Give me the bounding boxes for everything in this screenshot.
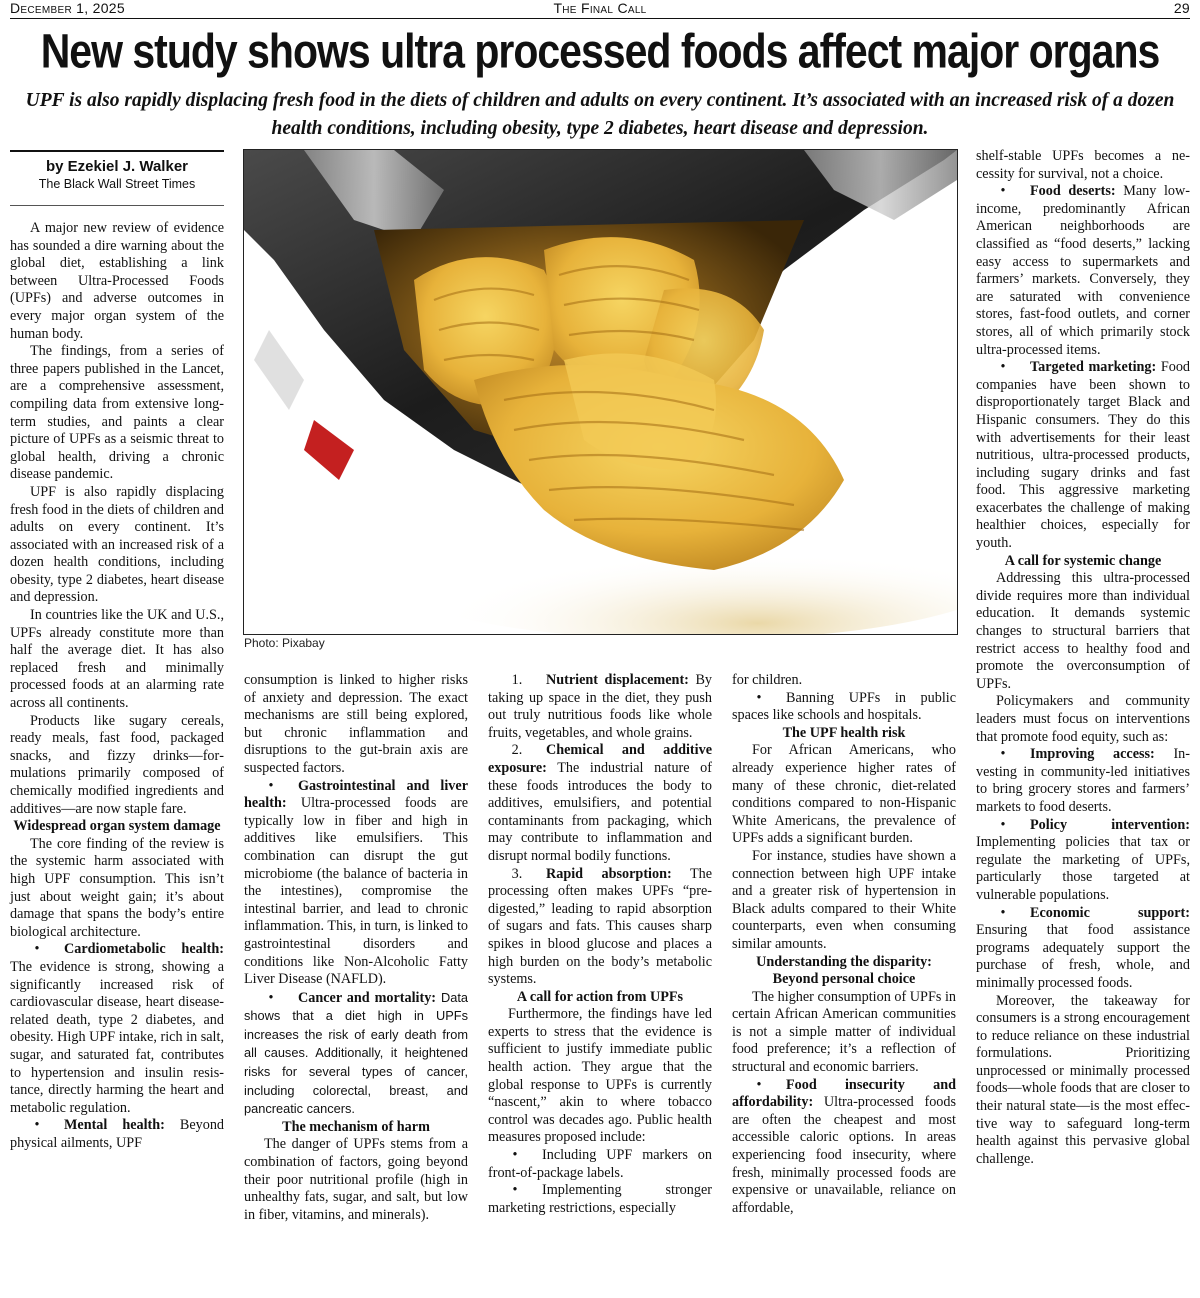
item-number: 3. — [511, 865, 523, 882]
section-heading: Widespread organ system damage — [13, 818, 221, 835]
bullet-text: Investing in community-led initiatives to bring grocery stores and farmers’ markets to food deserts. — [976, 746, 1191, 815]
bullet-item — [976, 746, 1190, 816]
paragraph: In countries like the UK and U.S., UPFs already constitute more than half the average diet. It has also replaced fresh and minimally processed foods at an alarming rate across all continents. — [10, 607, 224, 712]
article-column-2 — [244, 672, 468, 1224]
bullet-item — [10, 941, 224, 1117]
bullet-icon: • — [512, 1147, 518, 1164]
paragraph: For instance, studies have shown a connection between high UPF intake and a greater risk of hypertension in Black adults compared to their White counterparts, even when consuming similar amounts. — [732, 847, 956, 952]
paragraph: Moreover, the takeaway for consumers is a strong encouragement to reduce reliance on these industrial formulations. Prioritizing unprocessed or minimally processed foods—whole foods that are closer to their natural state—is the most effective way to safeguard long-term health against this pervasive global challenge. — [976, 992, 1190, 1167]
byline-box — [10, 150, 224, 206]
bullet-icon: • — [34, 1117, 40, 1134]
byline-organization: The Black Wall Street Times — [38, 177, 196, 191]
paragraph: A major new review of evidence has sounded a dire warning about the global diet, establishing a link between Ultra-Processed Foods (UPFs) and adverse outcomes in every major organ system of the human body. — [10, 220, 224, 342]
page-number: 29 — [1173, 0, 1190, 16]
newspaper-name: The Final Call — [553, 0, 647, 16]
item-title: Chemical and additive exposure: — [488, 742, 712, 776]
item-number: 2. — [511, 742, 523, 759]
photo-caption: Photo: Pixabay — [244, 636, 325, 650]
bullet-icon: • — [34, 941, 40, 958]
chips-illustration — [244, 150, 957, 634]
section-heading: The mechanism of harm — [282, 1118, 430, 1135]
deck-subheadline: UPF is also rapidly displacing fresh food in the diets of children and adults on every continent. It’s associated with an increased risk of a dozen health conditions, including obesity, type 2 diabetes, heart disease and depression. — [25, 90, 1175, 139]
headline: New study shows ultra processed foods affect major organs — [40, 24, 1160, 79]
item-title: Nutrient displacement: — [546, 672, 689, 688]
paragraph: Policymakers and community leaders must focus on interventions that promote food equity, such as: — [976, 693, 1190, 745]
bullet-item — [976, 183, 1190, 359]
bullet-icon: • — [268, 777, 274, 794]
bullet-text: Implementing policies that tax or regulate the marketing of UPFs, particularly those targeted at vulnerable populations. — [976, 834, 1190, 903]
paragraph: The core finding of the review is the systemic harm associated with high UPF consumption. This isn’t just about weight gain; it’s about damage that spans the body’s entire biological architecture. — [10, 835, 224, 940]
bullet-title: Mental health: — [64, 1117, 165, 1134]
bullet-text: Data shows that a diet high in UPFs increases the risk of early death from all causes. Additionally, it heightened risks for several types of cancer, including colorectal, breast, and pancreatic cancers. — [244, 989, 468, 1117]
bullet-title: Food insecurity and affordability: — [732, 1076, 956, 1111]
paragraph: For African Americans, who already experience higher rates of many of these chronic, diet-related conditions compared to non-Hispanic White Americans, the prevalence of UPFs adds a significant burden. — [732, 742, 956, 847]
section-heading: A call for action from UPFs — [516, 988, 684, 1005]
bullet-text: Food companies have been shown to disproportionately target Black and Hispanic consumers. They do this with advertisements for their least nutritious, ultra-processed products, including sugary drinks and fast food. This aggressive marketing exacerbates the challenge of making healthier choices, especially for youth. — [976, 359, 1191, 552]
bullet-icon: • — [512, 1182, 518, 1199]
bullet-item — [732, 1077, 956, 1218]
bullet-icon: • — [756, 1076, 762, 1093]
bullet-text: The evidence is strong, showing a significantly increased risk of cardiovascular disease, heart disease-related death, type 2 diabetes, and obesity. High UPF intake, rich in salt, sugar, and saturated fat, contributes to hypertension and insulin resistance, directly harming the heart and metabolic regulation. — [10, 958, 224, 1116]
byline-bottom-rule — [10, 205, 224, 206]
numbered-item — [488, 742, 712, 865]
bullet-title: Economic support: — [1030, 904, 1190, 921]
paragraph: The findings, from a series of three papers published in the Lancet, are a comprehensive assessment, compiling data from extensive long-term studies, and paints a clear picture of UPFs as a seismic threat to global health, driving a chronic disease pandemic. — [10, 343, 224, 483]
paragraph: Products like sugary cereals, ready meals, fast food, packaged snacks, and fizzy drinks—formulations primarily composed of chemically modified ingredients and additives—are now staple fare. — [10, 712, 224, 817]
bullet-icon: • — [1000, 904, 1006, 921]
bullet-text: Beyond physical ailments, UPF — [10, 1117, 225, 1151]
byline-top-rule — [10, 150, 224, 152]
section-heading: Understanding the disparity: — [756, 953, 932, 970]
bullet-item — [976, 905, 1190, 993]
bullet-text: Ensuring that food assistance programs adequately support the purchase of fresh, whole, and minimally processed foods. — [976, 922, 1190, 991]
bullet-item — [244, 778, 468, 989]
item-text: By taking up space in the diet, they push out truly nutritious foods like whole fruits, vegetables, and whole grains. — [488, 672, 712, 741]
paragraph: The danger of UPFs stems from a combination of factors, going beyond their poor nutritional profile (high in unhealthy fats, sugar, and salt, but low in fiber, vitamins, and minerals). — [244, 1136, 468, 1223]
paragraph: Addressing this ultra-processed divide requires more than individual education. It demands systemic changes to structural barriers that restrict access to healthy food and promote the overconsumption of UPFs. — [976, 570, 1190, 692]
bullet-icon: • — [268, 989, 274, 1006]
numbered-item — [488, 672, 712, 742]
bullet-item — [488, 1182, 712, 1217]
bullet-title: Gastrointestinal and liver health: — [244, 777, 468, 812]
bullet-title: Policy intervention: — [1030, 816, 1190, 833]
bullet-item — [976, 817, 1190, 905]
section-heading: Beyond personal choice — [772, 971, 916, 988]
chips-bag-photo — [243, 149, 958, 635]
bullet-icon: • — [1000, 359, 1006, 376]
bullet-icon: • — [1000, 816, 1006, 833]
bullet-title: Cancer and mortality: — [298, 989, 437, 1006]
numbered-item — [488, 866, 712, 989]
article-column-1 — [10, 220, 224, 1152]
issue-date: December 1, 2025 — [10, 0, 125, 16]
bullet-text: Including UPF markers on front-of-package labels. — [488, 1147, 712, 1181]
header-rule — [10, 18, 1190, 19]
bullet-icon: • — [1000, 183, 1006, 200]
bullet-icon: • — [1000, 746, 1006, 763]
paragraph: UPF is also rapidly displacing fresh food in the diets of children and adults on every continent. It’s associated with an increased risk of a dozen health conditions, including obesity, type 2 diabetes, heart disease and depression. — [10, 483, 224, 606]
paragraph: Furthermore, the findings have led experts to stress that the evidence is sufficient to justify immediate public health action. They argue that the global response to UPFs is currently “nascent,” akin to where tobacco control was decades ago. Public health measures proposed include: — [488, 1006, 712, 1146]
article-column-3 — [488, 672, 712, 1217]
bullet-text: Ultra-processed foods are typically low in fiber and high in additives like emulsifiers. This combination can disrupt the gut microbiome (the balance of bacteria in the intestines), compromise the intestinal barrier, and lead to chronic inflammation. This, in turn, is linked to gastrointestinal disorders and conditions like Non-Alcoholic Fatty Liver Disease (NAFLD). — [244, 795, 468, 988]
paragraph: The higher consumption of UPFs in certain African American communities is not a simple matter of individual food preference; it’s a reflection of structural and economic barriers. — [732, 988, 956, 1076]
bullet-icon: • — [756, 689, 762, 706]
paragraph: consumption is linked to higher risks of anxiety and depression. The exact mechanisms are still being explored, but chronic inflammation and disruptions to the gut-brain axis are suspected factors. — [244, 672, 468, 776]
item-text: The industrial nature of these foods introduces the body to additives, emulsifiers, and potential contaminants from packaging, which may contribute to inflammation and disrupt normal bodily functions. — [488, 759, 713, 864]
bullet-text: Implementing stronger marketing restrictions, especially — [488, 1182, 712, 1216]
page-header — [10, 0, 1190, 18]
bullet-title: Cardiometabolic health: — [64, 941, 224, 958]
bullet-item — [976, 359, 1190, 553]
bullet-item — [244, 989, 468, 1119]
bullet-title: Improving access: — [1030, 746, 1155, 763]
bullet-text: Ultra-processed foods are often the cheapest and most accessible caloric options. In areas experiencing food insecurity, where fresh, minimally processed foods are expensive or unavailable, reliance on affordable, — [732, 1094, 956, 1216]
item-number: 1. — [511, 672, 523, 688]
article-column-5 — [976, 148, 1190, 1168]
section-heading: The UPF health risk — [782, 724, 906, 741]
paragraph: for children. — [732, 672, 803, 688]
paragraph: shelf-stable UPFs becomes a necessity for survival, not a choice. — [976, 148, 1190, 182]
bullet-text: Banning UPFs in public spaces like schools and hospitals. — [732, 689, 956, 724]
bullet-item — [732, 690, 956, 725]
item-text: The processing often makes UPFs “pre-digested,” leading to rapid absorption of sugars and fats. This causes sharp spikes in blood glucose and places a high burden on the body’s metabolic systems. — [488, 865, 712, 988]
byline: by Ezekiel J. Walker — [45, 158, 189, 175]
section-heading: A call for systemic change — [1004, 552, 1162, 569]
bullet-item — [10, 1117, 224, 1152]
item-title: Rapid absorption: — [546, 865, 672, 882]
bullet-title: Targeted marketing: — [1030, 359, 1157, 376]
bullet-title: Food deserts: — [1030, 183, 1116, 200]
bullet-item — [488, 1147, 712, 1182]
bullet-text: Many low-income, predominantly African American neighborhoods are classified as “food deserts,” lacking easy access to supermarkets and farmers’ markets. Conversely, they are saturated with convenience stores, fast-food outlets, and corner stores, all of which primarily stock ultra-processed items. — [976, 183, 1190, 358]
article-column-4 — [732, 672, 956, 1217]
